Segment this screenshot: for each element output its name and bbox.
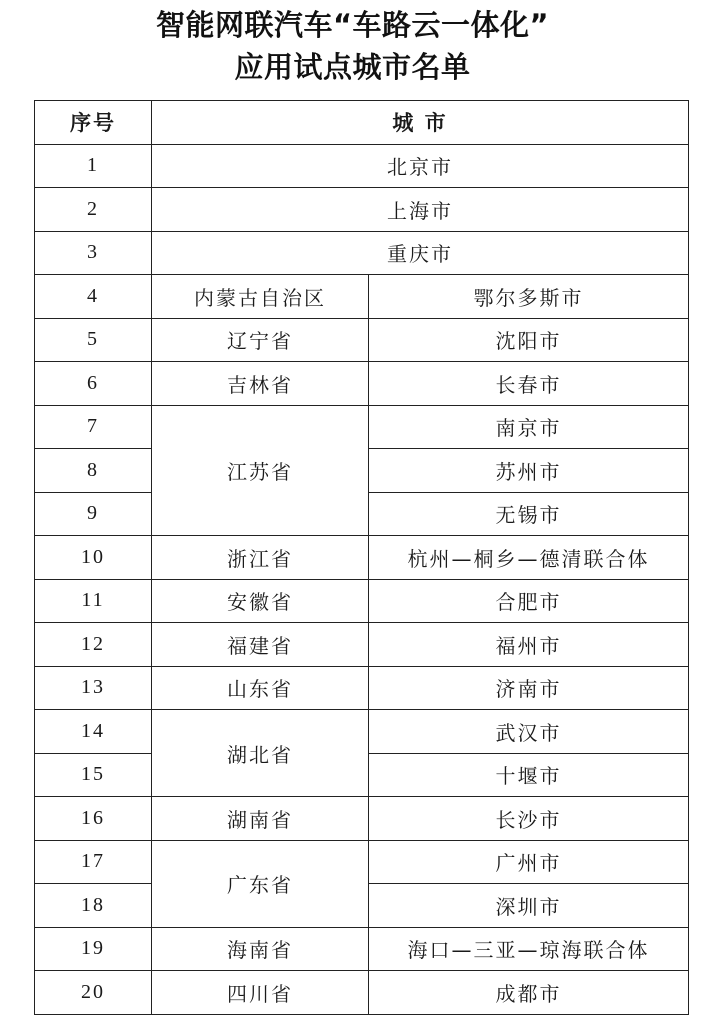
city-cell: 济南市: [369, 666, 689, 710]
row-number: 13: [35, 666, 152, 710]
header-serial-number: 序号: [35, 101, 152, 145]
row-number: 19: [35, 927, 152, 971]
table-row: [35, 275, 689, 319]
document-title-line-1: 智能网联汽车“车路云一体化”: [155, 8, 550, 42]
city-cell: 重庆市: [152, 231, 689, 275]
province-cell: 湖南省: [152, 797, 369, 841]
table-header-row: [35, 101, 689, 145]
city-cell: 南京市: [369, 405, 689, 449]
province-cell: 广东省: [152, 840, 369, 927]
row-number: 1: [35, 144, 152, 188]
city-cell: 沈阳市: [369, 318, 689, 362]
city-cell: 成都市: [369, 971, 689, 1015]
city-cell: 广州市: [369, 840, 689, 884]
table-row: [35, 710, 689, 754]
city-cell: 无锡市: [369, 492, 689, 536]
city-cell: 福州市: [369, 623, 689, 667]
row-number: 9: [35, 492, 152, 536]
row-number: 2: [35, 188, 152, 232]
city-cell: 上海市: [152, 188, 689, 232]
row-number: 4: [35, 275, 152, 319]
table-row: [35, 623, 689, 667]
city-cell: 武汉市: [369, 710, 689, 754]
city-cell: 杭州—桐乡—德清联合体: [369, 536, 689, 580]
city-cell: 长春市: [369, 362, 689, 406]
pilot-city-table: [34, 100, 689, 1015]
province-cell: 海南省: [152, 927, 369, 971]
table-row: [35, 840, 689, 884]
row-number: 8: [35, 449, 152, 493]
row-number: 7: [35, 405, 152, 449]
row-number: 6: [35, 362, 152, 406]
city-cell: 苏州市: [369, 449, 689, 493]
row-number: 3: [35, 231, 152, 275]
row-number: 20: [35, 971, 152, 1015]
table-row: [35, 797, 689, 841]
province-cell: 吉林省: [152, 362, 369, 406]
table-row: [35, 927, 689, 971]
province-cell: 浙江省: [152, 536, 369, 580]
row-number: 14: [35, 710, 152, 754]
city-cell: 北京市: [152, 144, 689, 188]
row-number: 17: [35, 840, 152, 884]
province-cell: 辽宁省: [152, 318, 369, 362]
table-row: [35, 231, 689, 275]
row-number: 16: [35, 797, 152, 841]
row-number: 10: [35, 536, 152, 580]
table-row: [35, 666, 689, 710]
table-row: [35, 579, 689, 623]
city-cell: 十堰市: [369, 753, 689, 797]
province-cell: 江苏省: [152, 405, 369, 536]
city-cell: 海口—三亚—琼海联合体: [369, 927, 689, 971]
city-cell: 长沙市: [369, 797, 689, 841]
row-number: 15: [35, 753, 152, 797]
document-title-line-2: 应用试点城市名单: [234, 50, 471, 84]
table-row: [35, 405, 689, 449]
province-cell: 福建省: [152, 623, 369, 667]
table-row: [35, 188, 689, 232]
table-row: [35, 144, 689, 188]
province-cell: 四川省: [152, 971, 369, 1015]
province-cell: 湖北省: [152, 710, 369, 797]
city-cell: 鄂尔多斯市: [369, 275, 689, 319]
row-number: 5: [35, 318, 152, 362]
row-number: 12: [35, 623, 152, 667]
row-number: 11: [35, 579, 152, 623]
header-city: 城 市: [152, 101, 689, 145]
row-number: 18: [35, 884, 152, 928]
table-row: [35, 536, 689, 580]
province-cell: 山东省: [152, 666, 369, 710]
table-row: [35, 362, 689, 406]
city-cell: 合肥市: [369, 579, 689, 623]
table-row: [35, 318, 689, 362]
city-cell: 深圳市: [369, 884, 689, 928]
table-row: [35, 971, 689, 1015]
province-cell: 内蒙古自治区: [152, 275, 369, 319]
province-cell: 安徽省: [152, 579, 369, 623]
